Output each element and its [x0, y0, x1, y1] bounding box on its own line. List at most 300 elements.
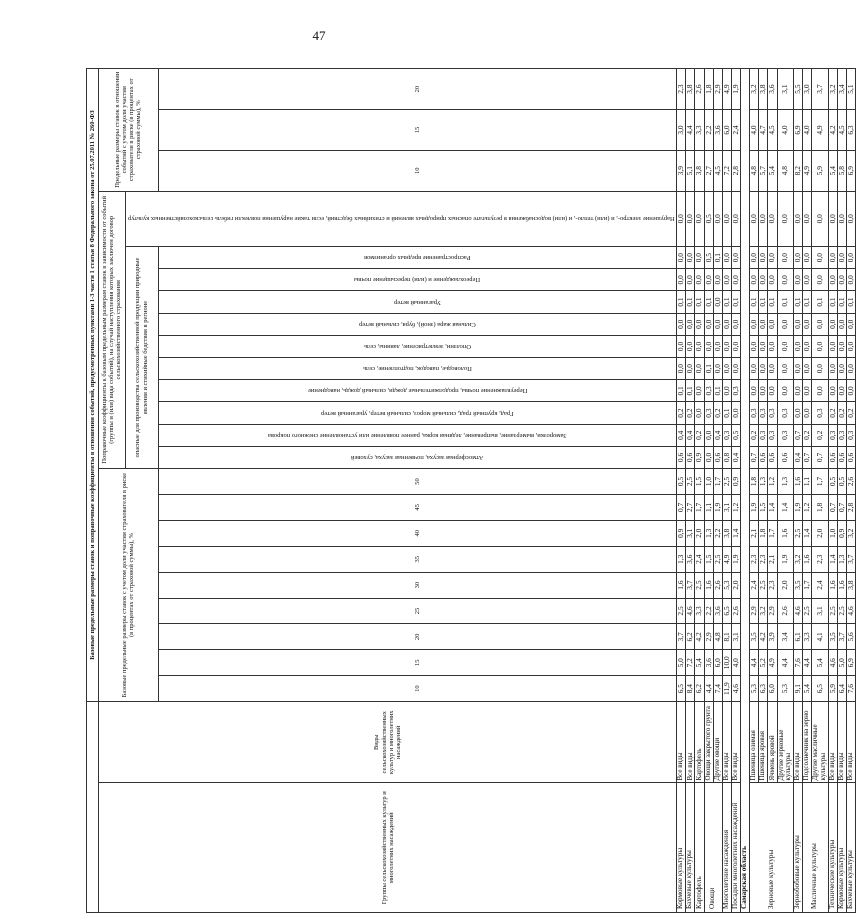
coefficient-cell: 0,0: [695, 313, 704, 335]
limit-rate-cell: 5,1: [686, 150, 695, 191]
limit-rates-header: Предельные размеры ставок в отношении событий с учетом доли участия страхователя в риске (в процентах от страховой суммы), %: [99, 69, 158, 192]
base-share-header: 50: [158, 469, 677, 495]
coefficient-cell: 0,1: [793, 291, 802, 313]
base-rate-cell: 4,1: [812, 624, 828, 650]
limit-rate-cell: 3,8: [759, 69, 768, 110]
limit-rate-cell: 8,2: [793, 150, 802, 191]
coefficient-cell: 0,0: [777, 335, 793, 357]
base-rate-cell: 2,5: [828, 598, 837, 624]
base-rate-cell: 1,9: [793, 494, 802, 520]
coefficient-cell: 0,7: [812, 446, 828, 468]
base-rate-cell: 3,8: [846, 572, 855, 598]
coefficient-cell: 0,0: [759, 335, 768, 357]
crop-kind-cell: Картофель: [695, 702, 704, 783]
base-rate-cell: 8,4: [686, 676, 695, 702]
limit-rate-cell: 3,7: [812, 69, 828, 110]
base-rate-cell: 3,5: [750, 624, 759, 650]
base-rate-cell: 0,7: [677, 494, 686, 520]
coefficient-cell: 0,0: [793, 380, 802, 402]
coefficient-cell: 0,0: [777, 380, 793, 402]
coefficient-cell: 0,0: [686, 313, 695, 335]
base-rate-cell: 1,2: [768, 469, 777, 495]
base-rate-cell: 5,0: [677, 650, 686, 676]
base-rate-cell: 3,1: [732, 624, 741, 650]
base-rate-cell: 5,2: [759, 650, 768, 676]
coefficient-cell: 0,0: [793, 402, 802, 424]
coefficient-cell: 0,0: [846, 380, 855, 402]
table-row: [695, 69, 704, 913]
coefficient-cell: 0,9: [695, 446, 704, 468]
base-rate-cell: 1,6: [803, 546, 812, 572]
coefficient-cell: 0,4: [732, 446, 741, 468]
coefficient-cell: 0,2: [713, 402, 722, 424]
utility-coef-cell: 0,0: [768, 191, 777, 247]
coefficient-cell: 0,3: [768, 402, 777, 424]
rotated-table-sheet: [86, 68, 855, 913]
base-rate-cell: 2,3: [759, 546, 768, 572]
crop-group-cell: Технические культуры: [828, 783, 837, 913]
coef-col-header: [158, 291, 677, 313]
coefficient-cell: 0,0: [686, 269, 695, 291]
crop-group-cell: Кормовые культуры: [837, 783, 846, 913]
coefficient-cell: 0,0: [677, 358, 686, 380]
coefficient-cell: 0,0: [677, 335, 686, 357]
coefficient-cell: 0,0: [704, 446, 713, 468]
coefficient-cell: 0,1: [713, 380, 722, 402]
coefficient-cell: 0,6: [828, 446, 837, 468]
base-rate-cell: 1,5: [759, 494, 768, 520]
base-rate-cell: 1,4: [768, 494, 777, 520]
base-rate-cell: 5,3: [750, 676, 759, 702]
coefficient-cell: 0,0: [777, 358, 793, 380]
limit-rate-cell: 4,5: [768, 110, 777, 151]
coefficient-cell: 0,0: [812, 269, 828, 291]
base-rate-cell: 9,1: [793, 676, 802, 702]
limit-rate-cell: 7,2: [722, 150, 731, 191]
limit-rate-cell: 3,2: [828, 69, 837, 110]
coefficient-cell: 0,2: [837, 402, 846, 424]
table-row: [828, 69, 837, 913]
table-row: [686, 69, 695, 913]
base-rate-cell: 3,8: [722, 520, 731, 546]
coef-col-header-text: Заморозки, вымерзание, выпревание, ледяная корка, раннее появление или установление снежного покрова: [268, 431, 567, 439]
base-rate-cell: 6,5: [812, 676, 828, 702]
coefficient-cell: 0,0: [812, 358, 828, 380]
coefficient-cell: 0,3: [759, 402, 768, 424]
base-rate-cell: 3,4: [777, 624, 793, 650]
base-share-header: 10: [158, 676, 677, 702]
base-rate-cell: 1,7: [695, 494, 704, 520]
base-rate-cell: 7,2: [686, 650, 695, 676]
coefficient-cell: 0,0: [704, 335, 713, 357]
coefficient-cell: 0,1: [750, 291, 759, 313]
table-row: [837, 69, 846, 913]
limit-rate-cell: 3,3: [695, 110, 704, 151]
limit-rate-cell: 5,5: [793, 69, 802, 110]
base-rate-cell: 11,9: [722, 676, 731, 702]
coef-col-header: [158, 380, 677, 402]
coefficient-cell: 0,0: [759, 247, 768, 269]
crop-kind-cell: Все виды: [828, 702, 837, 783]
crop-kind-cell: Пшеница озимая: [750, 702, 759, 783]
coefficient-cell: 0,4: [677, 424, 686, 446]
coefficient-cell: 0,0: [793, 313, 802, 335]
utility-coef-cell: 0,0: [777, 191, 793, 247]
base-rate-cell: 1,7: [803, 572, 812, 598]
crop-kind-cell: Другие овощи: [713, 702, 722, 783]
base-rate-cell: 1,2: [803, 494, 812, 520]
coefficient-cell: 0,0: [759, 358, 768, 380]
utility-coef-cell: 0,5: [704, 191, 713, 247]
coefficient-cell: 0,0: [722, 335, 731, 357]
coefficient-cell: 0,0: [759, 269, 768, 291]
coefficient-cell: 0,6: [777, 446, 793, 468]
base-rate-cell: 0,5: [677, 469, 686, 495]
base-rate-cell: 1,5: [695, 469, 704, 495]
coefficient-cell: 0,0: [812, 380, 828, 402]
base-rate-cell: 6,3: [759, 676, 768, 702]
limit-rate-cell: 2,7: [704, 150, 713, 191]
coefficient-cell: 0,3: [846, 424, 855, 446]
base-rate-cell: 2,0: [695, 520, 704, 546]
coefficient-cell: 0,0: [768, 313, 777, 335]
base-rate-cell: 0,5: [828, 469, 837, 495]
coefficient-cell: 0,3: [812, 402, 828, 424]
coefficient-cell: 0,0: [722, 313, 731, 335]
limit-rate-cell: 4,0: [777, 110, 793, 151]
limit-rate-cell: 5,8: [837, 150, 846, 191]
base-rate-cell: 4,8: [713, 624, 722, 650]
base-rate-cell: 2,1: [768, 546, 777, 572]
coefficient-cell: 0,3: [759, 424, 768, 446]
limit-rate-cell: 4,9: [812, 110, 828, 151]
base-rate-cell: 3,6: [713, 598, 722, 624]
limit-share-header: 15: [158, 110, 677, 151]
coefficient-cell: 0,0: [812, 313, 828, 335]
base-rate-cell: 2,5: [695, 572, 704, 598]
coefficient-cell: 0,0: [846, 247, 855, 269]
coefficient-cell: 0,0: [713, 291, 722, 313]
base-rate-cell: 5,4: [803, 676, 812, 702]
table-row: [793, 69, 802, 913]
base-rate-cell: 4,6: [793, 598, 802, 624]
coefficient-cell: 0,0: [777, 313, 793, 335]
crop-kind-cell: Другие зерновые культуры: [777, 702, 793, 783]
coefficient-cell: 0,0: [732, 247, 741, 269]
limit-rate-cell: 3,6: [713, 110, 722, 151]
coefficient-cell: 0,0: [750, 380, 759, 402]
base-rate-cell: 3,1: [686, 520, 695, 546]
limit-rate-cell: 4,5: [837, 110, 846, 151]
region-row: [741, 69, 750, 913]
coefficient-cell: 0,0: [837, 247, 846, 269]
limit-rate-cell: 3,1: [777, 69, 793, 110]
utility-coef-cell: 0,0: [793, 191, 802, 247]
base-rate-cell: 1,3: [677, 546, 686, 572]
base-rate-cell: 2,4: [750, 572, 759, 598]
coefficient-cell: 0,0: [812, 335, 828, 357]
coef-col-header: [158, 335, 677, 357]
coefficient-cell: 0,2: [828, 402, 837, 424]
base-rate-cell: 4,6: [686, 598, 695, 624]
limit-rate-cell: 6,9: [793, 110, 802, 151]
base-rate-cell: 3,6: [704, 650, 713, 676]
coefficient-cell: 0,0: [713, 335, 722, 357]
coefficient-cell: 0,0: [812, 247, 828, 269]
base-rate-cell: 2,6: [713, 572, 722, 598]
limit-rate-cell: 4,5: [713, 150, 722, 191]
coefficient-cell: 0,0: [704, 424, 713, 446]
base-rate-cell: 1,8: [812, 494, 828, 520]
base-rate-cell: 1,9: [777, 546, 793, 572]
base-rate-cell: 4,4: [750, 650, 759, 676]
limit-rate-cell: 2,2: [704, 110, 713, 151]
base-rate-cell: 4,9: [722, 546, 731, 572]
limit-rate-cell: 5,4: [768, 150, 777, 191]
base-rate-cell: 10,0: [722, 650, 731, 676]
coefficient-cell: 0,0: [837, 269, 846, 291]
utility-coef-cell: 0,0: [828, 191, 837, 247]
base-rate-cell: 0,7: [837, 494, 846, 520]
coefficient-cell: 0,0: [695, 247, 704, 269]
coefficient-cell: 0,1: [759, 291, 768, 313]
group-header-row: [99, 69, 125, 913]
base-rate-cell: 5,3: [722, 572, 731, 598]
coefficient-cell: 0,3: [837, 424, 846, 446]
coefficient-cell: 0,0: [732, 402, 741, 424]
limit-rate-cell: 4,9: [722, 69, 731, 110]
table-row: [803, 69, 812, 913]
limit-rate-cell: 2,3: [677, 69, 686, 110]
base-rate-cell: 5,0: [837, 650, 846, 676]
coefficient-cell: 0,0: [686, 247, 695, 269]
coefficient-cell: 0,0: [837, 358, 846, 380]
base-share-header: 45: [158, 494, 677, 520]
coefficient-cell: 0,6: [759, 446, 768, 468]
crop-groups-header: Группы сельскохозяйственных культур и многолетних насаждений: [99, 783, 677, 913]
base-rate-cell: 1,0: [828, 520, 837, 546]
base-share-header: 30: [158, 572, 677, 598]
base-rate-cell: 2,2: [713, 520, 722, 546]
coefficient-cell: 0,0: [750, 358, 759, 380]
base-rate-cell: 4,6: [828, 650, 837, 676]
coefficient-cell: 0,0: [828, 335, 837, 357]
coefficient-cell: 0,5: [732, 424, 741, 446]
crop-group-cell: Кормовые культуры: [677, 783, 686, 913]
coefficient-cell: 0,0: [750, 313, 759, 335]
crop-kind-cell: Овощи закрытого грунта: [704, 702, 713, 783]
coefficient-cell: 0,0: [768, 358, 777, 380]
base-rate-cell: 1,6: [704, 572, 713, 598]
coefficient-cell: 0,1: [777, 291, 793, 313]
limit-rate-cell: 5,9: [812, 150, 828, 191]
coefficient-cell: 0,0: [768, 247, 777, 269]
coef-col-header: [158, 313, 677, 335]
coefficient-cell: 0,0: [777, 247, 793, 269]
coefficient-cell: 0,0: [677, 269, 686, 291]
base-rate-cell: 2,0: [732, 572, 741, 598]
crop-kind-cell: Другие масличные культуры: [812, 702, 828, 783]
base-rate-cell: 0,7: [828, 494, 837, 520]
coefficient-cell: 0,0: [695, 335, 704, 357]
limit-rate-cell: 2,9: [713, 69, 722, 110]
crop-kind-cell: Все виды: [837, 702, 846, 783]
limit-rate-cell: 1,9: [732, 69, 741, 110]
base-rate-cell: 4,4: [803, 650, 812, 676]
base-rate-cell: 1,6: [837, 572, 846, 598]
limit-rate-cell: 3,2: [750, 69, 759, 110]
coefficient-cell: 0,1: [677, 380, 686, 402]
coefficient-cell: 0,1: [677, 291, 686, 313]
limit-rate-cell: 2,6: [695, 69, 704, 110]
limit-rate-cell: 4,4: [686, 110, 695, 151]
base-rate-cell: 3,9: [768, 624, 777, 650]
coefficient-cell: 0,0: [695, 402, 704, 424]
limit-rate-cell: 2,8: [732, 150, 741, 191]
base-rate-cell: 1,4: [828, 546, 837, 572]
coefficient-cell: 0,1: [828, 291, 837, 313]
utility-failure-header: [125, 191, 677, 247]
coefficient-cell: 0,1: [803, 291, 812, 313]
coef-col-header: [158, 358, 677, 380]
limit-rate-cell: 5,4: [828, 150, 837, 191]
base-rate-cell: 2,3: [812, 546, 828, 572]
table-header: [87, 69, 677, 913]
coefficient-cell: 0,5: [704, 247, 713, 269]
limit-rate-cell: 3,0: [803, 69, 812, 110]
base-rate-cell: 0,9: [837, 520, 846, 546]
coefficient-cell: 0,1: [686, 291, 695, 313]
base-rate-cell: 8,1: [722, 624, 731, 650]
crop-kind-cell: Подсолнечник на зерно: [803, 702, 812, 783]
utility-coef-cell: 0,0: [722, 191, 731, 247]
coefficient-cell: 0,0: [837, 335, 846, 357]
base-rate-cell: 3,5: [828, 624, 837, 650]
base-rate-cell: 1,6: [777, 520, 793, 546]
utility-coef-cell: 0,0: [803, 191, 812, 247]
coef-col-header: [158, 446, 677, 468]
crop-kind-cell: Ячмень яровой: [768, 702, 777, 783]
base-rate-cell: 2,9: [768, 598, 777, 624]
base-rate-cell: 2,5: [677, 598, 686, 624]
coefficient-cell: 0,0: [759, 313, 768, 335]
coefficient-cell: 0,1: [722, 402, 731, 424]
table-row: [732, 69, 741, 913]
limit-share-header: 20: [158, 69, 677, 110]
coefficient-cell: 0,6: [846, 446, 855, 468]
coefficient-cell: 0,1: [837, 291, 846, 313]
coefficient-cell: 0,0: [677, 313, 686, 335]
base-rate-cell: 3,6: [686, 546, 695, 572]
coefficient-cell: 0,0: [695, 269, 704, 291]
coefficient-cell: 0,1: [695, 291, 704, 313]
base-rate-cell: 4,2: [759, 624, 768, 650]
utility-coef-cell: 0,0: [812, 191, 828, 247]
coefficient-cell: 0,0: [677, 247, 686, 269]
coefficient-cell: 0,1: [686, 380, 695, 402]
base-rate-cell: 3,2: [846, 520, 855, 546]
coef-col-header-text: Оползни, землетрясение, лавины, сель: [363, 343, 471, 351]
base-rate-cell: 2,9: [750, 598, 759, 624]
coefficient-cell: 0,1: [732, 291, 741, 313]
limit-rate-cell: 3,8: [686, 69, 695, 110]
limit-share-header: 10: [158, 150, 677, 191]
coefficient-cell: 0,0: [828, 247, 837, 269]
table-row: [750, 69, 759, 913]
coefficient-cell: 0,0: [732, 335, 741, 357]
coefficient-cell: 0,1: [768, 291, 777, 313]
coefficient-cell: 0,0: [846, 358, 855, 380]
base-rate-cell: 3,7: [686, 572, 695, 598]
crop-group-cell: Посадки многолетних насаждений: [732, 783, 741, 913]
coefficient-cell: 0,8: [722, 446, 731, 468]
coefficient-cell: 0,2: [846, 402, 855, 424]
coefficient-cell: 0,0: [732, 313, 741, 335]
coefficient-cell: 0,0: [803, 358, 812, 380]
base-rate-cell: 1,3: [777, 469, 793, 495]
crop-group-cell: Овощи: [704, 783, 722, 913]
coefficient-cell: 0,0: [686, 358, 695, 380]
base-rate-cell: 0,9: [677, 520, 686, 546]
coefficient-cell: 0,0: [828, 269, 837, 291]
coefficient-cell: 0,1: [704, 358, 713, 380]
crop-kind-cell: Все виды: [846, 702, 855, 783]
base-rate-cell: 4,6: [846, 598, 855, 624]
coefficient-cell: 0,0: [803, 380, 812, 402]
base-rate-cell: 4,9: [768, 650, 777, 676]
base-rate-cell: 6,4: [837, 676, 846, 702]
base-rate-cell: 2,8: [846, 494, 855, 520]
base-rate-cell: 1,6: [828, 572, 837, 598]
coef-col-header: [158, 269, 677, 291]
base-rate-cell: 1,3: [759, 469, 768, 495]
coefficient-cell: 0,3: [777, 424, 793, 446]
page-number: 47: [312, 28, 326, 43]
coefficient-cell: 0,2: [695, 424, 704, 446]
limit-rate-cell: 3,8: [695, 150, 704, 191]
table-row: [704, 69, 713, 913]
coefficient-cell: 0,0: [846, 313, 855, 335]
base-rate-cell: 3,7: [846, 546, 855, 572]
coefficient-cell: 0,0: [803, 402, 812, 424]
table-row: [722, 69, 731, 913]
base-rate-cell: 1,3: [704, 520, 713, 546]
base-rate-cell: 1,4: [803, 520, 812, 546]
coefficient-cell: 0,0: [732, 269, 741, 291]
coefficient-cell: 0,0: [837, 313, 846, 335]
crop-group-cell: Картофель: [695, 783, 704, 913]
table-row: [846, 69, 855, 913]
coefficient-cell: 0,2: [750, 424, 759, 446]
utility-failure-header-text: Нарушение электро-, и (или) тепло-, и (или) водоснабжения в результате опасных природных явлений и стихийных бедствий, если такие нарушения повлекли гибель сельскохозяйственных культур: [127, 215, 675, 223]
base-rate-cell: 2,5: [837, 598, 846, 624]
base-rate-cell: 5,6: [846, 624, 855, 650]
coef-col-header: [158, 402, 677, 424]
coefficient-cell: 0,3: [750, 402, 759, 424]
coefficient-cell: 0,0: [803, 269, 812, 291]
table-body: [677, 69, 856, 913]
coefficient-cell: 0,3: [704, 402, 713, 424]
utility-coef-cell: 0,0: [732, 191, 741, 247]
base-rate-cell: 2,0: [812, 520, 828, 546]
coef-col-header-text: Распространение вредных организмов: [364, 254, 471, 262]
base-rate-cell: 4,4: [704, 676, 713, 702]
base-rate-cell: 2,6: [846, 469, 855, 495]
crop-kind-cell: Все виды: [732, 702, 741, 783]
caption-spacer: [87, 702, 99, 913]
base-rate-cell: 4,2: [695, 624, 704, 650]
limit-rate-cell: 3,9: [677, 150, 686, 191]
